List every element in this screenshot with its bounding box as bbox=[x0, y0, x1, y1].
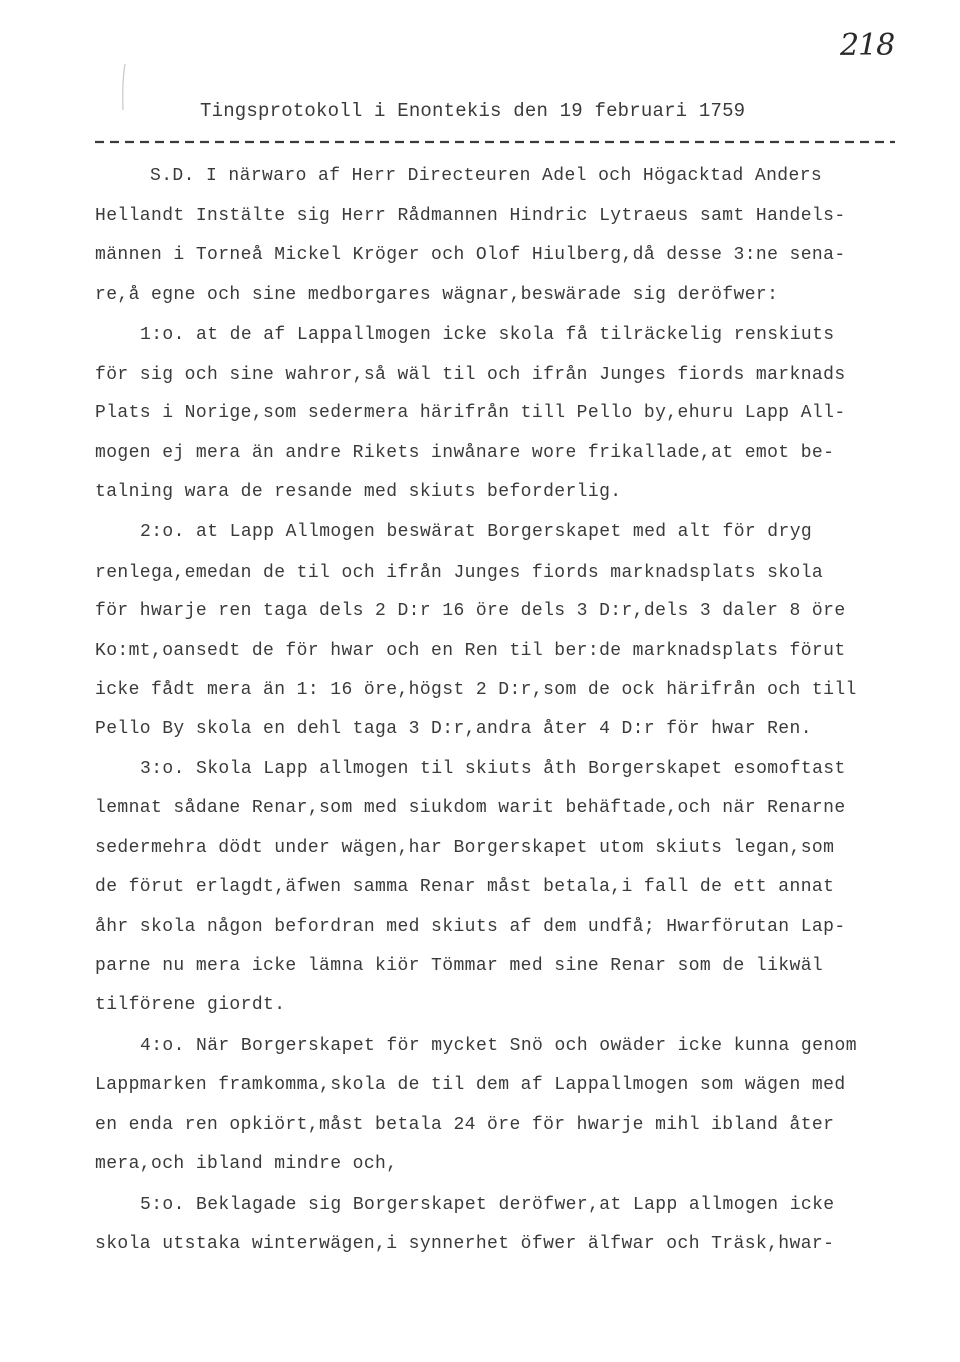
dashed-separator bbox=[95, 135, 895, 149]
text-line: Plats i Norige,som sedermera härifrån till Pello by,ehuru Lapp All- bbox=[95, 403, 846, 423]
margin-pencil-mark bbox=[118, 62, 128, 112]
text-line: mogen ej mera än andre Rikets inwånare wore frikallade,at emot be- bbox=[95, 443, 835, 463]
text-line: Ko:mt,oansedt de för hwar och en Ren til ber:de marknadsplats förut bbox=[95, 641, 846, 661]
text-line: 4:o. När Borgerskapet för mycket Snö och owäder icke kunna genom bbox=[140, 1036, 857, 1056]
text-line: tilförene giordt. bbox=[95, 995, 286, 1015]
text-line: parne nu mera icke lämna kiör Tömmar med sine Renar som de likwäl bbox=[95, 956, 824, 976]
text-line: Pello By skola en dehl taga 3 D:r,andra åter 4 D:r för hwar Ren. bbox=[95, 719, 812, 739]
text-line: 5:o. Beklagade sig Borgerskapet deröfwer,at Lapp allmogen icke bbox=[140, 1195, 835, 1215]
text-line: för sig och sine wahror,så wäl til och ifrån Junges fiords marknads bbox=[95, 365, 846, 385]
text-line: S.D. I närwaro af Herr Directeuren Adel och Högacktad Anders bbox=[150, 166, 823, 186]
text-line: icke fådt mera än 1: 16 öre,högst 2 D:r,som de ock härifrån och till bbox=[95, 680, 857, 700]
text-line: en enda ren opkiört,måst betala 24 öre för hwarje mihl ibland åter bbox=[95, 1115, 835, 1135]
text-line: 3:o. Skola Lapp allmogen til skiuts åth Borgerskapet esomoftast bbox=[140, 759, 846, 779]
text-line: renlega,emedan de til och ifrån Junges fiords marknadsplats skola bbox=[95, 563, 824, 583]
document-title: Tingsprotokoll i Enontekis den 19 februari 1759 bbox=[200, 100, 746, 122]
text-line: åhr skola någon befordran med skiuts af dem undfå; Hwarförutan Lap- bbox=[95, 917, 846, 937]
text-line: lemnat sådane Renar,som med siukdom warit behäftade,och när Renarne bbox=[95, 798, 846, 818]
text-line: mera,och ibland mindre och, bbox=[95, 1154, 398, 1174]
text-line: för hwarje ren taga dels 2 D:r 16 öre dels 3 D:r,dels 3 daler 8 öre bbox=[95, 601, 846, 621]
text-line: Hellandt Instälte sig Herr Rådmannen Hindric Lytraeus samt Handels- bbox=[95, 206, 846, 226]
text-line: 2:o. at Lapp Allmogen beswärat Borgerskapet med alt för dryg bbox=[140, 522, 813, 542]
text-line: talning wara de resande med skiuts beforderlig. bbox=[95, 482, 622, 502]
text-line: re,å egne och sine medborgares wägnar,beswärade sig deröfwer: bbox=[95, 285, 779, 305]
text-line: skola utstaka winterwägen,i synnerhet öfwer älfwar och Träsk,hwar- bbox=[95, 1234, 835, 1254]
text-line: sedermehra dödt under wägen,har Borgerskapet utom skiuts legan,som bbox=[95, 838, 835, 858]
text-line: 1:o. at de af Lappallmogen icke skola få tilräckelig renskiuts bbox=[140, 325, 835, 345]
page-number: 218 bbox=[840, 28, 895, 63]
text-line: de förut erlagdt,äfwen samma Renar måst betala,i fall de ett annat bbox=[95, 877, 835, 897]
text-line: männen i Torneå Mickel Kröger och Olof Hiulberg,då desse 3:ne sena- bbox=[95, 245, 846, 265]
text-line: Lappmarken framkomma,skola de til dem af Lappallmogen som wägen med bbox=[95, 1075, 846, 1095]
